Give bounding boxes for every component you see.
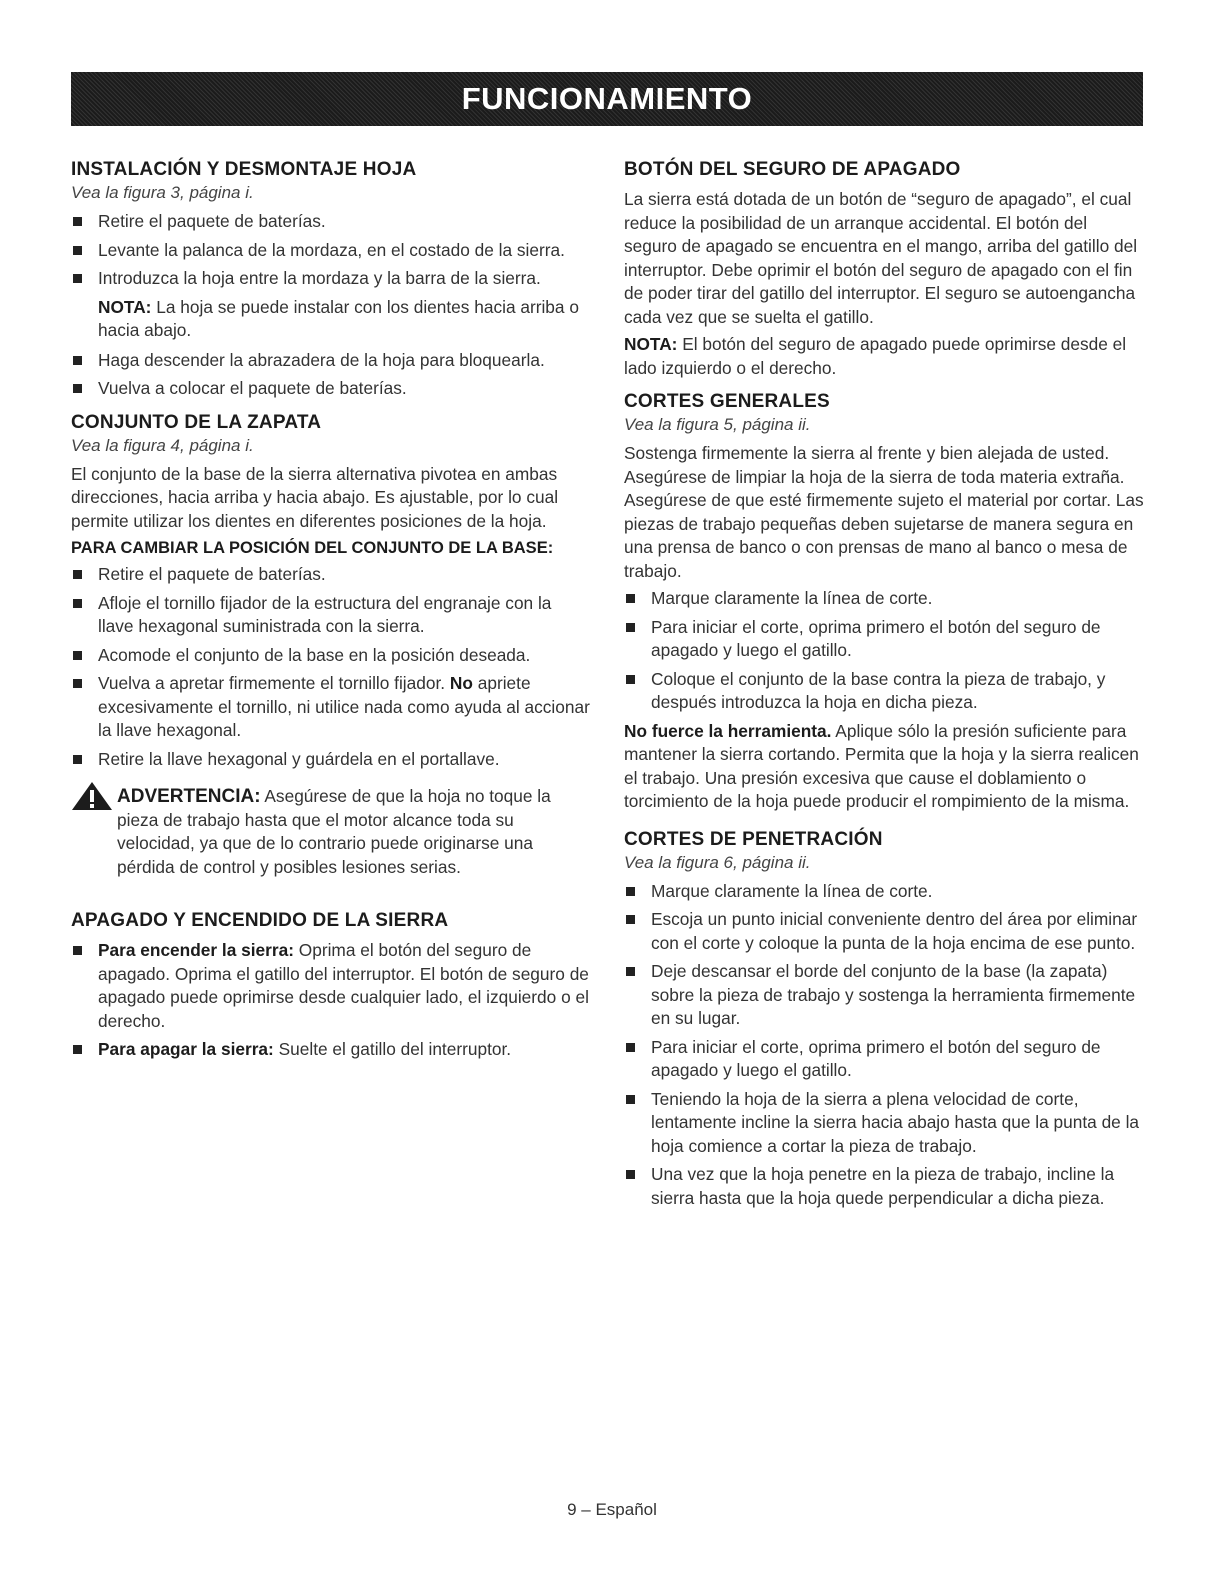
section-heading: APAGADO Y ENCENDIDO DE LA SIERRA [71, 910, 449, 931]
bullet-list [624, 587, 1144, 715]
bullet-square-icon [73, 570, 82, 579]
warning-triangle-icon [71, 781, 113, 811]
list-item [624, 1088, 1144, 1159]
banner-title: FUNCIONAMIENTO [461, 81, 753, 116]
list-item [624, 1036, 1144, 1083]
list-item [624, 960, 1144, 1031]
figure-reference: Vea la figura 6, página ii. [624, 852, 811, 872]
paragraph: El conjunto de la base de la sierra alternativa pivotea en ambas direcciones, hacia arriba y hacia abajo. Es ajustable, por lo cual permite utilizar los dientes en diferentes posiciones de la hoja. [71, 463, 559, 531]
list-item-text: Deje descansar el borde del conjunto de la base (la zapata) sobre la pieza de trabajo y sostenga la herramienta firmemente en su lugar. [651, 961, 1136, 1028]
bullet-square-icon [73, 946, 82, 955]
list-item [71, 563, 591, 587]
left-column [71, 158, 591, 1067]
list-item [71, 349, 591, 373]
list-item-text: Teniendo la hoja de la sierra a plena velocidad de corte, lentamente incline la sierra hacia abajo hasta que la punta de la hoja comience a cortar la pieza de trabajo. [651, 1088, 1140, 1156]
list-item-text: Haga descender la abrazadera de la hoja para bloquearla. [98, 349, 545, 370]
bullet-square-icon [73, 1045, 82, 1054]
bullet-square-icon [626, 594, 635, 603]
list-item [624, 587, 1144, 611]
page-footer: 9 – Español [567, 1500, 657, 1519]
list-item-text: Para iniciar el corte, oprima primero el botón del seguro de apagado y luego el gatillo. [651, 616, 1101, 660]
bullet-square-icon [626, 1095, 635, 1104]
figure-reference: Vea la figura 3, página i. [71, 183, 254, 202]
list-item-text: Marque claramente la línea de corte. [651, 588, 933, 608]
list-item [624, 1163, 1144, 1210]
bullet-square-icon [73, 599, 82, 608]
section-heading: CORTES DE PENETRACIÓN [624, 828, 883, 850]
bullet-square-icon [626, 623, 635, 632]
bullet-square-icon [73, 679, 82, 688]
bullet-square-icon [73, 384, 82, 393]
section-general-cuts [624, 390, 1144, 814]
warning-block [71, 785, 591, 879]
section-plunge-cuts [624, 828, 1144, 1211]
note-label: NOTA: [624, 334, 678, 354]
paragraph-text: Aplique sólo la presión suficiente para mantener la sierra cortando. Permita que la hoja y la sierra realicen el trabajo. Una presión excesiva que cause el doblamiento o torcimiento de la hoja puede producir el rompimiento de la misma. [624, 720, 1139, 811]
section-shoe-assembly [71, 411, 591, 880]
list-item-text: Escoja un punto inicial conveniente dentro del área por eliminar con el corte y coloque la punta de la hoja encima de ese punto. [651, 909, 1138, 953]
list-item [624, 668, 1144, 715]
section-heading: CONJUNTO DE LA ZAPATA [71, 411, 322, 433]
section-heading: BOTÓN DEL SEGURO DE APAGADO [624, 159, 961, 180]
note-text: La hoja se puede instalar con los dientes hacia arriba o hacia abajo. [98, 296, 579, 340]
list-item [624, 880, 1144, 904]
bullet-square-icon [73, 356, 82, 365]
list-item [71, 644, 591, 668]
bullet-square-icon [626, 967, 635, 976]
paragraph [624, 720, 1144, 814]
list-item-text: Afloje el tornillo fijador de la estructura del engranaje con la llave hexagonal suministrada con la sierra. [98, 592, 552, 636]
bullet-square-icon [73, 274, 82, 283]
list-item-text: Para iniciar el corte, oprima primero el botón del seguro de apagado y luego el gatillo. [651, 1036, 1101, 1080]
section-banner [71, 72, 1143, 126]
list-item-text: Oprima el botón del seguro de apagado. Oprima el gatillo del interruptor. El botón de seguro de apagado puede oprimirse desde cualquier lado, el izquierdo o el derecho. [98, 940, 589, 1031]
list-item [71, 239, 591, 263]
list-item [71, 672, 591, 743]
list-item [71, 210, 591, 234]
bullet-square-icon [626, 887, 635, 896]
list-item [624, 908, 1144, 955]
list-item-text: Marque claramente la línea de corte. [651, 880, 933, 901]
list-item [71, 377, 591, 401]
list-item [624, 616, 1144, 663]
note [71, 296, 591, 343]
bullet-square-icon [73, 217, 82, 226]
list-item-bold: No [449, 673, 473, 693]
right-column [624, 158, 1144, 1215]
list-item-text: Levante la palanca de la mordaza, en el costado de la sierra. [98, 239, 565, 260]
list-item-text: Acomode el conjunto de la base en la posición deseada. [98, 644, 531, 665]
section-blade-install [71, 158, 591, 401]
bullet-square-icon [626, 1170, 635, 1179]
paragraph: La sierra está dotada de un botón de “seguro de apagado”, el cual reduce la posibilidad de un arranque accidental. El botón del seguro de apagado se encuentra en el mango, arriba del gatillo del interruptor. Debe oprimir el botón del seguro de apagado con el fin de poder tirar del gatillo del interruptor. El seguro se autoengancha cada vez que se suelta el gatillo. [624, 189, 1138, 327]
figure-reference: Vea la figura 4, página i. [71, 435, 254, 455]
list-item-text: Una vez que la hoja penetre en la pieza de trabajo, incline la sierra hasta que la hoja quede perpendicular a dicha pieza. [651, 1164, 1115, 1208]
bullet-list [71, 563, 591, 771]
paragraph: Sostenga firmemente la sierra al frente y bien alejada de usted. Asegúrese de limpiar la hoja de la sierra de toda materia extraña. Asegúrese de que esté firmemente sujeto el material por cortar. Las piezas de trabajo pequeñas deben sujetarse de manera segura en una prensa de banco o con prensas de mano al banco o mesa de trabajo. [624, 443, 1144, 581]
list-item-bold: Para apagar la sierra: [98, 1039, 274, 1059]
bullet-square-icon [626, 1043, 635, 1052]
bullet-list [71, 939, 591, 1062]
list-item-text: Retire el paquete de baterías. [98, 564, 326, 584]
bullet-square-icon [626, 675, 635, 684]
bullet-list [71, 349, 591, 401]
warning-label: ADVERTENCIA: [117, 786, 261, 807]
bullet-list [624, 880, 1144, 1211]
bullet-square-icon [626, 915, 635, 924]
figure-reference: Vea la figura 5, página ii. [624, 415, 811, 434]
list-item-text: Vuelva a apretar firmemente el tornillo fijador. [98, 673, 450, 693]
warning-text: Asegúrese de que la hoja no toque la pieza de trabajo hasta que el motor alcance toda su velocidad, ya que de lo contrario puede originarse una pérdida de control y posibles lesiones serias. [117, 786, 551, 877]
list-item-text: Vuelva a colocar el paquete de baterías. [98, 378, 407, 398]
list-item-text: apriete excesivamente el tornillo, ni utilice nada como ayuda al accionar la llave hexagonal. [98, 673, 590, 740]
bullet-list [71, 210, 591, 291]
note-label: NOTA: [98, 296, 152, 317]
list-item-text: Suelte el gatillo del interruptor. [273, 1039, 512, 1059]
list-item-text: Coloque el conjunto de la base contra la pieza de trabajo, y después introduzca la hoja en dicha pieza. [651, 668, 1106, 712]
section-lock-off-button [624, 158, 1144, 380]
list-item-text: Retire la llave hexagonal y guárdela en el portallave. [98, 748, 500, 769]
section-heading: CORTES GENERALES [624, 391, 830, 412]
list-item [71, 267, 591, 291]
bold-lead: No fuerce la herramienta. [624, 720, 832, 741]
section-heading: INSTALACIÓN Y DESMONTAJE HOJA [71, 159, 417, 180]
note [624, 333, 1144, 380]
list-item-bold: Para encender la sierra: [98, 940, 294, 960]
list-item [71, 592, 591, 639]
bullet-square-icon [73, 246, 82, 255]
list-item [71, 939, 591, 1033]
list-item [71, 1038, 591, 1062]
subheading: PARA CAMBIAR LA POSICIÓN DEL CONJUNTO DE LA BASE: [71, 539, 554, 557]
bullet-square-icon [73, 651, 82, 660]
list-item [71, 748, 591, 772]
bullet-square-icon [73, 755, 82, 764]
note-text: El botón del seguro de apagado puede oprimirse desde el lado izquierdo o el derecho. [624, 334, 1127, 378]
list-item-text: Retire el paquete de baterías. [98, 211, 326, 231]
section-on-off [71, 909, 591, 1062]
list-item-text: Introduzca la hoja entre la mordaza y la barra de la sierra. [98, 268, 541, 288]
